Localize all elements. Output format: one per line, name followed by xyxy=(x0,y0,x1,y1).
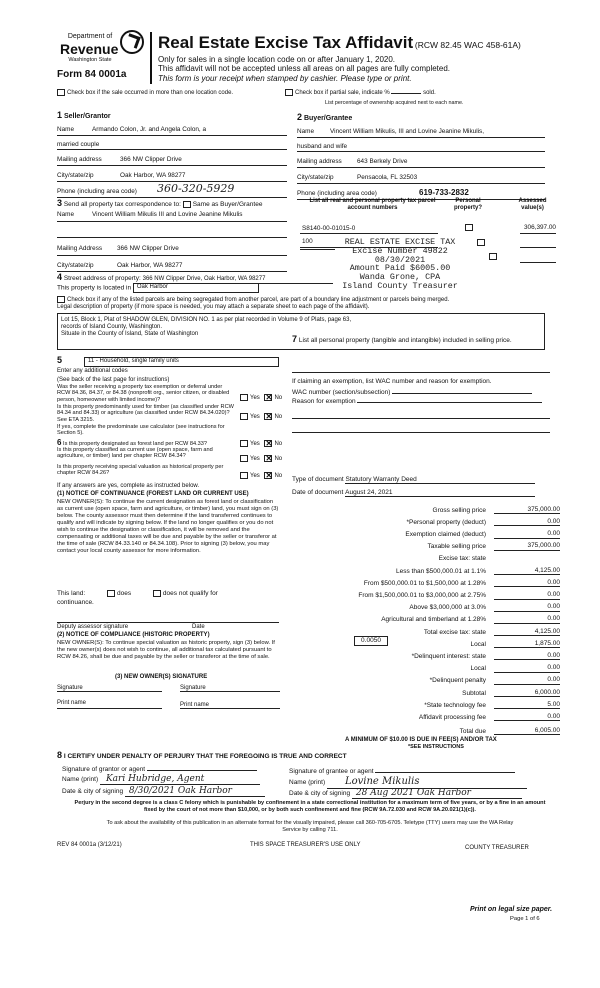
treasurer-only: THIS SPACE TREASURER'S USE ONLY xyxy=(250,842,361,848)
parcel-1-personal-checkbox[interactable] xyxy=(465,224,473,231)
correspondence-heading: 3 Send all property tax correspondence to: Same as Buyer/Grantee xyxy=(57,198,263,208)
reason-field[interactable] xyxy=(357,402,542,403)
exempt-label: If claiming an exemption, list WAC number and reason for exemption. xyxy=(292,378,492,385)
q1-no-checkbox[interactable] xyxy=(264,394,272,401)
tax-row: From $1,500,000.01 to $3,000,000 at 2.75% 0.00 xyxy=(358,591,560,600)
q2-yes-checkbox[interactable] xyxy=(240,413,248,420)
land-use-code[interactable]: 11 - Household, single family units xyxy=(84,357,279,367)
multi-location-checkbox-row: Check box if the sale occurred in more than one location code. xyxy=(57,89,233,97)
section5-q2-answers: Yes ✕ No xyxy=(240,413,282,421)
property-address[interactable]: 366 NW Clipper Drive, Oak Harbor, WA 98277 xyxy=(143,276,333,284)
seller-name-2[interactable]: married couple xyxy=(57,141,100,148)
seller-mailing[interactable]: 366 NW Clipper Drive xyxy=(120,156,182,163)
parcel-2[interactable]: 100 xyxy=(300,239,335,250)
partial-percent-field[interactable] xyxy=(391,93,421,94)
correspondence-block: Name Vincent William Mikulis III and Lovine Jeanine Mikulis Mailing Address 366 NW Clipper Drive City/state/zip Oak Harbor, WA 98277 xyxy=(57,208,287,272)
seller-phone[interactable]: 360-320-5929 xyxy=(157,182,235,195)
grantee-sig-row: Signature of grantee or agent xyxy=(289,764,515,775)
wac-row: WAC number (section/subsection) xyxy=(292,389,532,396)
s6-q3-no-checkbox[interactable] xyxy=(264,472,272,479)
does-checkbox[interactable] xyxy=(107,590,115,597)
notice2-body: NEW OWNER(S): To continue special valuation as historic property, sign (3) below. If the new owner(s) does not wish to continue, all additional tax calculated pursuant to RCW 84.26, shall be due and payable by the seller or transferor at the time of sale. xyxy=(57,640,275,661)
buyer-name[interactable]: Vincent William Mikulis, III and Lovine Jeanine Mikulis, xyxy=(330,128,485,135)
property-location-row: This property is located in Oak Harbor xyxy=(57,283,259,293)
section6-q2: Is this property classified as current use (open space, farm and agriculture, or timber) land per chapter RCW 84.34? xyxy=(57,447,213,460)
tax-row: Excise tax: state xyxy=(438,555,486,563)
see-instructions: *SEE INSTRUCTIONS xyxy=(408,744,464,750)
legal-label: Legal description of property (if more space is needed, you may attach a separate sheet to each page of the affidavit). xyxy=(57,304,370,310)
partial-sale-row: Check box if partial sale, indicate % sold. xyxy=(285,89,436,97)
land-qualify-row: This land: does does not qualify for xyxy=(57,590,218,598)
partial-sale-checkbox[interactable] xyxy=(285,89,293,96)
reason-row: Reason for exemption xyxy=(292,398,542,405)
buyer-phone[interactable]: 619-733-2832 xyxy=(419,188,469,197)
tax-row: *Delinquent interest: state 0.00 xyxy=(411,651,560,660)
tax-row: Exemption claimed (deduct) 0.00 xyxy=(405,530,560,539)
form-title: Real Estate Excise Tax Affidavit (RCW 82.45 WAC 458-61A) xyxy=(158,33,521,52)
buyer-block: Name Vincent William Mikulis, III and Lovine Jeanine Mikulis, husband and wife Mailing address 643 Berkely Drive City/state/zip Pensacola, FL 32503 Phone (including area code) 619-733-2832 xyxy=(297,126,545,200)
section5-q3: If yes, complete the predominate use calculator (see instructions for Section 5). xyxy=(57,424,225,437)
additional-codes-label: Enter any additional codes xyxy=(57,368,128,374)
new-owner-print-1[interactable] xyxy=(57,708,162,709)
grantee-signature[interactable] xyxy=(375,764,515,773)
deputy-date-label: Date xyxy=(192,624,205,630)
tax-row: From $500,000.01 to $1,500,000 at 1.28% 0.00 xyxy=(363,578,560,587)
segregated-row: Check box if any of the listed parcels are being segregated from another parcel, are part of a boundary line adjustment or parcels being merged. xyxy=(57,296,555,304)
parcel-1-value[interactable]: 306,397.00 xyxy=(520,224,556,234)
partial-note: List percentage of ownership acquired next to each name. xyxy=(325,100,464,106)
parcel-2-personal-checkbox[interactable] xyxy=(477,239,485,246)
see-back-note: (See back of the last page for instructions) xyxy=(57,377,170,383)
certify-heading: 8 I CERTIFY UNDER PENALTY OF PERJURY THAT THE FOREGOING IS TRUE AND CORRECT xyxy=(57,750,347,760)
grantee-date-row: Date & city of signing 28 Aug 2021 Oak Harbor xyxy=(289,788,522,799)
notice1-title: (1) NOTICE OF CONTINUANCE (FOREST LAND OR CURRENT USE) xyxy=(57,491,249,497)
s6-q3-yes-checkbox[interactable] xyxy=(240,472,248,479)
grantor-name[interactable]: Kari Hubridge, Agent xyxy=(100,774,260,785)
seller-city[interactable]: Oak Harbor, WA 98277 xyxy=(120,172,186,179)
buyer-mailing[interactable]: 643 Berkely Drive xyxy=(357,158,408,165)
buyer-city[interactable]: Pensacola, FL 32503 xyxy=(357,174,418,181)
dor-logo: Department of Revenue Washington State xyxy=(60,33,119,64)
rev-number: REV 84 0001a (3/12/21) xyxy=(57,842,122,848)
tax-row: Local 0.00 xyxy=(470,664,560,673)
correspondence-city[interactable]: Oak Harbor, WA 98277 xyxy=(117,262,183,269)
parcels-col3: Assessed value(s) xyxy=(518,198,547,211)
tax-row: Less than $500,000.01 at 1.1% 4,125.00 xyxy=(396,566,560,575)
doc-type[interactable]: Statutory Warranty Deed xyxy=(345,476,535,484)
s6-q1-no-checkbox[interactable] xyxy=(264,440,272,447)
correspondence-mailing[interactable]: 366 NW Clipper Drive xyxy=(117,245,179,252)
tax-row: Total excise tax: state 4,125.00 xyxy=(423,627,560,636)
parcels-col2: Personal property? xyxy=(453,198,482,211)
personal-property-line-1[interactable] xyxy=(292,372,550,373)
grantor-name-row: Name (print) Kari Hubridge, Agent xyxy=(62,774,260,785)
grantee-date[interactable]: 28 Aug 2021 Oak Harbor xyxy=(352,788,522,799)
grantor-date[interactable]: 8/30/2021 Oak Harbor xyxy=(125,786,265,797)
tax-row: 0.0050 Local 1,875.00 xyxy=(292,636,560,648)
property-address-row: 4 Street address of property: 366 NW Clipper Drive, Oak Harbor, WA 98277 xyxy=(57,272,333,284)
tax-row: Taxable selling price 375,000.00 xyxy=(427,542,560,551)
q2-no-checkbox[interactable] xyxy=(264,413,272,420)
section6-q3-answers: Yes ✕ No xyxy=(240,472,282,480)
property-location[interactable]: Oak Harbor xyxy=(133,283,259,293)
q1-yes-checkbox[interactable] xyxy=(240,394,248,401)
parcel-1[interactable]: S8140-00-01015-0 xyxy=(300,224,438,234)
s6-q2-no-checkbox[interactable] xyxy=(264,455,272,462)
wac-field[interactable] xyxy=(392,393,532,394)
section6-q1: 6 Is this property designated as forest land per RCW 84.33? xyxy=(57,438,207,447)
parcels-col1: List all real and personal property tax parcel account numbers xyxy=(309,198,436,211)
county-treasurer: COUNTY TREASURER xyxy=(465,845,529,851)
seller-block: Name Armando Colon, Jr. and Angela Colon, a married couple Mailing address 366 NW Clipper Drive City/state/zip Oak Harbor, WA 98277 Phone (including area code) 360-320-5929 xyxy=(57,124,287,198)
multi-location-checkbox[interactable] xyxy=(57,89,65,96)
tax-row: *Delinquent penalty 0.00 xyxy=(429,676,560,685)
seller-heading: 1 Seller/Grantor xyxy=(57,110,111,120)
does-not-checkbox[interactable] xyxy=(153,590,161,597)
notice2-title: (2) NOTICE OF COMPLIANCE (HISTORIC PROPERTY) xyxy=(57,632,210,638)
header-instructions: Only for sales in a single location code on or after January 1, 2020. This affidavit will not be accepted unless all areas on all pages are fully completed. This form is your receipt when stamped by cashier. Please type or print. xyxy=(158,55,451,83)
s6-q1-yes-checkbox[interactable] xyxy=(240,440,248,447)
s6-q2-yes-checkbox[interactable] xyxy=(240,455,248,462)
section7-heading: 7 List all personal property (tangible and intangible) included in selling price. xyxy=(292,334,512,344)
section5-q1: Was the seller receiving a property tax exemption or deferral under RCW 84.36, 84.37, or 84.38 (nonprofit org., senior citizen, or disabled person, homeowner with limited income)? xyxy=(57,384,230,403)
grantor-signature[interactable] xyxy=(147,762,257,771)
section5-q2: Is this property predominantly used for timber (as classified under RCW 84.34 and 84.33) or agriculture (as classified under RCW 84.34.020)? See ETA 3215. xyxy=(57,404,234,423)
minimum-note: A MINIMUM OF $10.00 IS DUE IN FEE(S) AND/OR TAX xyxy=(345,737,497,743)
grantor-sig-row: Signature of grantor or agent xyxy=(62,762,257,773)
parcel-3-personal-checkbox[interactable] xyxy=(489,253,497,260)
tax-row: Subtotal 6,000.00 xyxy=(462,688,560,697)
notice1-body: NEW OWNER(S): To continue the current designation as forest land or classification as current use (open space, farm and agriculture, or timber) land, you must sign on (3) below. The county assessor must then determine if the land transferred continues to qualify and will indicate by signing below. If the land no longer qualifies or you do not wish to continue the designation or classification, it will be removed and the compensating or additional taxes will be due and payable by the seller or transferor at the time of sale (RCW 84.33.140 or 84.34.108). Prior to signing (3) below, you may contact your local county assessor for more information. xyxy=(57,499,279,555)
section5-number: 5 xyxy=(57,355,63,365)
tax-row: Affidavit processing fee 0.00 xyxy=(418,712,560,721)
deputy-signature-line[interactable] xyxy=(57,622,279,623)
tax-row: *Personal property (deduct) 0.00 xyxy=(406,517,560,526)
segregated-checkbox[interactable] xyxy=(57,296,65,303)
deputy-label: Deputy assessor signature xyxy=(57,624,129,630)
grantee-name[interactable]: Lovine Mikulis xyxy=(327,776,527,789)
section6-instr: If any answers are yes, complete as instructed below. xyxy=(57,483,200,489)
form-number: Form 84 0001a xyxy=(57,69,127,80)
section5-q1-answers: Yes ✕ No xyxy=(240,394,282,402)
buyer-heading: 2 Buyer/Grantee xyxy=(297,112,353,122)
legal-description[interactable]: Lot 15, Block 1, Plat of SHADOW GLEN, DIVISION NO. 1 as per plat recorded in Volume 9 of Plats, page 63, records of Island County, Washington. Situate in the County of Island, State of Washington xyxy=(57,313,545,350)
perjury-note: Perjury in the second degree is a class C felony which is punishable by confinement in a state correctional institution for a maximum term of five years, or by a fine in an amount fixed by the court of not more than $10,000, or by both such confinement and fine (RCW 9A.72.030 and RCW 9A.20.021(1)(c)). xyxy=(74,800,546,813)
tax-table xyxy=(292,502,560,735)
section6-q1-answers: Yes ✕ No xyxy=(240,440,282,448)
doc-type-row: Type of document Statutory Warranty Deed xyxy=(292,476,535,484)
grantor-date-row: Date & city of signing 8/30/2021 Oak Harbor xyxy=(62,786,265,797)
header-divider xyxy=(150,32,152,84)
section6-q2-answers: Yes ✕ No xyxy=(240,455,282,463)
doc-date-row: Date of document August 24, 2021 xyxy=(292,489,535,497)
buyer-name-2[interactable]: husband and wife xyxy=(297,143,348,150)
page: Department of Revenue Washington State Form 84 0001a Real Estate Excise Tax Affidavit (RCW 82.45 WAC 458-61A) Only for sales in a single location code on or after January 1, 2020. This affidavit will not be accepted unless all areas on all pages are fully completed. This form is your receipt when stamped by cashier. Please type or print. Check box if the sale occurred in more than one location code. Check box if partial sale, indicate % sold. List percentage of ownership acquired next to each name. 1 Seller/Grantor Name Armando Colon, Jr. and Angela Colon, a married couple Mailing address 366 NW Clipper Drive City/state/zip Oak Harbor, WA 98277 Phone (including area code) 360-320-5929 2 Buyer/Grantee Name Vincent William Mikulis, III and Lovine Jeanine Mikulis, husband and wife Mailing address 643 Berkely Drive City/state/zip Pensacola, FL 32503 Phone (including area code) 619-733-2832 3 Send all property tax correspondence to: Same as Buyer/Grantee Name Vincent William Mikulis III and Lovine Jeanine Mikulis Mailing Address 366 NW Clipper Drive City/state/zip Oak Harbor, WA 98277 List all real and personal property tax parcel account numbers Personal property? Assessed value(s) S8140-00-01015-0 306,397.00 100 REAL ESTATE EXCISE TAX Excise Number 49822 08/30/2021 Amount Paid $6005.00 Wanda Grone, CPA Island County Treasurer 4 Street address of property: 366 NW Clipper Drive, Oak Harbor, WA 98277 This property is located in Oak Harbor Check box if any of the listed parcels are being segregated from another parcel, are part of a boundary line adjustment or parcels being merged. Legal description of property (if more space is needed, you may attach a separate sheet to each page of the affidavit). Lot 15, Block 1, Plat of SHADOW GLEN, DIVISION NO. 1 as per plat recorded in Volume 9 of Plats, page 63, records of Island County, Washington. Situate in the County of Island, State of Washington 5 11 - Household, single family units Enter any additional codes (See back of the last page for instructions) Was the seller receiving a property tax exemption or deferral under RCW 84.36, 84.37, or 84.38 (nonprofit org., senior citizen, or disabled person, homeowner with limited income)? Yes ✕ No Is this property predominantly used for timber (as classified under RCW 84.34 and 84.33) or agriculture (as classified under RCW 84.34.020)? See ETA 3215. Yes ✕ No If yes, complete the predominate use calculator (see instructions for Section 5). 6 Is this property designated as forest land per RCW 84.33? Yes ✕ No Is this property classified as current use (open space, farm and agriculture, or timber) land per chapter RCW 84.34? Yes ✕ No Is this property receiving special valuation as historical property per chapter RCW 84.26? Yes ✕ No If any answers are yes, complete as instructed below. (1) NOTICE OF CONTINUANCE (FOREST LAND OR CURRENT USE) NEW OWNER(S): To continue the current designation as forest land or classification as current use (open space, farm and agriculture, or timber) land, you must sign on (3) below. The county assessor must then determine if the land transferred continues to qualify and will indicate by signing below. If the land no longer qualifies or you do not wish to continue the designation or classification, it will be removed and the compensating or additional taxes will be due and payable by the seller or transferor at the time of sale (RCW 84.33.140 or 84.34.108). Prior to signing (3) below, you may contact your local county assessor for more information. This land: does does not qualify for continuance. Deputy assessor signature Date (2) NOTICE OF COMPLIANCE (HISTORIC PROPERTY) NEW OWNER(S): To continue special valuation as historic property, sign (3) below. If the new owner(s) does not wish to continue, all additional tax calculated pursuant to RCW 84.26, shall be due and payable by the seller or transferor at the time of sale. (3) NEW OWNER(S) SIGNATURE Signature Signature Print name Print name 7 List all personal property (tangible and intangible) included in selling price. If claiming an exemption, list WAC number and reason for exemption. WAC number (section/subsection) Reason for exemption Type of document Statutory Warranty Deed Date of document August 24, 2021 Gross selling price 375,000.00 *Personal property (deduct) 0.00 Exemption claimed (deduct) 0.00 Taxable selling price 375,000.00 Excise tax: state Less than $500,000.01 at 1.1% 4,125.00 From $500,000.01 to $1,500,000 at 1.28% 0.00 From $1,500,000.01 to $3,000,000 at 2.75% 0.00 Above $3,000,000 at 3.0% 0.00 Agricultural and timberland at 1.28% 0.00 Total excise tax: state 4,125.00 0.0050 Local 1,875.00 *Delinquent interest: state 0.00 Local 0.00 *Delinquent penalty 0.00 Subtotal 6,000.00 *State technology fee 5.00 Affidavit processing fee 0.00 Total due 6,005.00 A MINIMUM OF $10.00 IS DUE IN FEE(S) AND/OR TAX *SEE INSTRUCTIONS 8 I CERTIFY UNDER PENALTY OF PERJURY THAT THE FOREGOING IS TRUE AND CORRECT Signature of grantor or agent Name (print) Kari Hubridge, Agent Date & city of signing 8/30/2021 Oak Harbor Signature of grantee or agent Name (print) Lovine Mikulis Date & city of signing 28 Aug 2021 Oak Harbor Perjury in the second degree is a class C felony which is punishable by confinement in a state correctional institution for a maximum term of five years, or by a fine in an amount fixed by the court of not more than $10,000, or by both such confinement and fine (RCW 9A.72.030 and RCW 9A.20.021(1)(c)). To ask about the availability of this publication in an alternate format for the visually impaired, please call 360-705-6705. Teletype (TTY) users may use the WA Relay Service by calling 711. REV 84 0001a (3/12/21) THIS SPACE TREASURER'S USE ONLY COUNTY TREASURER Print on legal size paper. Page 1 of 6 xyxy=(0,0,600,988)
page-number: Page 1 of 6 xyxy=(510,916,540,922)
tax-row: Above $3,000,000 at 3.0% 0.00 xyxy=(409,603,560,612)
tax-row: Total due 6,005.00 xyxy=(459,726,560,735)
continuance-label: continuance. xyxy=(57,599,94,606)
tax-row: Agricultural and timberland at 1.28% 0.00 xyxy=(381,615,560,624)
seller-name[interactable]: Armando Colon, Jr. and Angela Colon, a xyxy=(92,126,207,133)
alt-format-note: To ask about the availability of this publication in an alternate format for the visually impaired, please call 360-705-6705. Teletype (TTY) users may use the WA Relay Service by calling 711. xyxy=(106,820,514,833)
treasurer-stamp: REAL ESTATE EXCISE TAX Excise Number 49822 08/30/2021 Amount Paid $6005.00 Wanda Grone, CPA Island County Treasurer xyxy=(342,237,458,292)
grantee-name-row: Name (print) Lovine Mikulis xyxy=(289,776,527,789)
dor-seal-icon xyxy=(120,30,144,54)
tax-row: Gross selling price 375,000.00 xyxy=(432,505,560,514)
correspondence-name[interactable]: Vincent William Mikulis III and Lovine Jeanine Mikulis xyxy=(92,211,243,218)
local-rate[interactable]: 0.0050 xyxy=(354,636,388,646)
sig3-title: (3) NEW OWNER(S) SIGNATURE xyxy=(115,674,208,680)
tax-row: *State technology fee 5.00 xyxy=(424,700,560,709)
legal-paper-note: Print on legal size paper. xyxy=(470,906,553,913)
section6-q3: Is this property receiving special valuation as historical property per chapter RCW 84.26? xyxy=(57,464,224,477)
same-as-buyer-checkbox[interactable] xyxy=(183,201,191,208)
doc-date[interactable]: August 24, 2021 xyxy=(345,489,535,497)
